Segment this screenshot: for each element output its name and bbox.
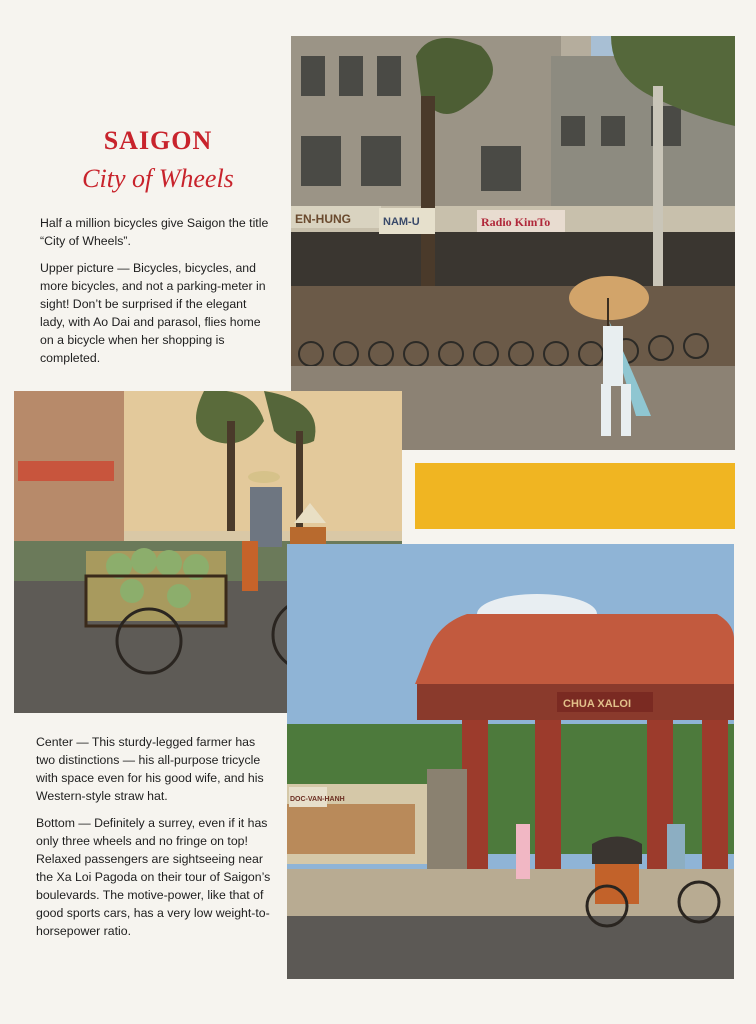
page-subtitle: City of Wheels	[82, 164, 234, 193]
caption-text	[36, 733, 272, 949]
sign-top-mid: NAM-U	[383, 216, 420, 228]
photo-street-bicycles	[291, 36, 735, 450]
sign-top-left: EN-HUNG	[295, 212, 351, 226]
intro-paragraph-2: Upper picture — Bicycles, bicycles, and more bicycles, and not a parking-meter in sight! Don’t be surprised if the elegant lady, with Ao Dai and parasol, flies home on a bicycle when her shopping is completed.	[40, 261, 266, 365]
caption-paragraph-2: Bottom — Definitely a surrey, even if it has only three wheels and no fringe on top! Relaxed passengers are sightseeing near the Xa Loi Pagoda on their tour of Saigon’s boulevards. The motive-power, like that of good sports cars, has a very low weight-to-horsepower ratio.	[36, 816, 271, 938]
sign-top-right: Radio KimTo	[481, 215, 551, 229]
yellow-color-band	[415, 463, 735, 529]
caption-paragraph-1: Center — This sturdy-legged farmer has two distinctions — his all-purpose tricycle with space even for his good wife, and his Western-style straw hat.	[36, 735, 264, 803]
sign-pagoda-wall: DOC-VAN-HANH	[290, 796, 345, 803]
intro-text	[40, 214, 272, 376]
sign-pagoda-gate: CHUA XALOI	[563, 698, 632, 710]
page-title: SAIGON	[103, 126, 213, 155]
intro-paragraph-1: Half a million bicycles give Saigon the title “City of Wheels”.	[40, 216, 269, 248]
photo-xa-loi-pagoda	[287, 544, 734, 979]
